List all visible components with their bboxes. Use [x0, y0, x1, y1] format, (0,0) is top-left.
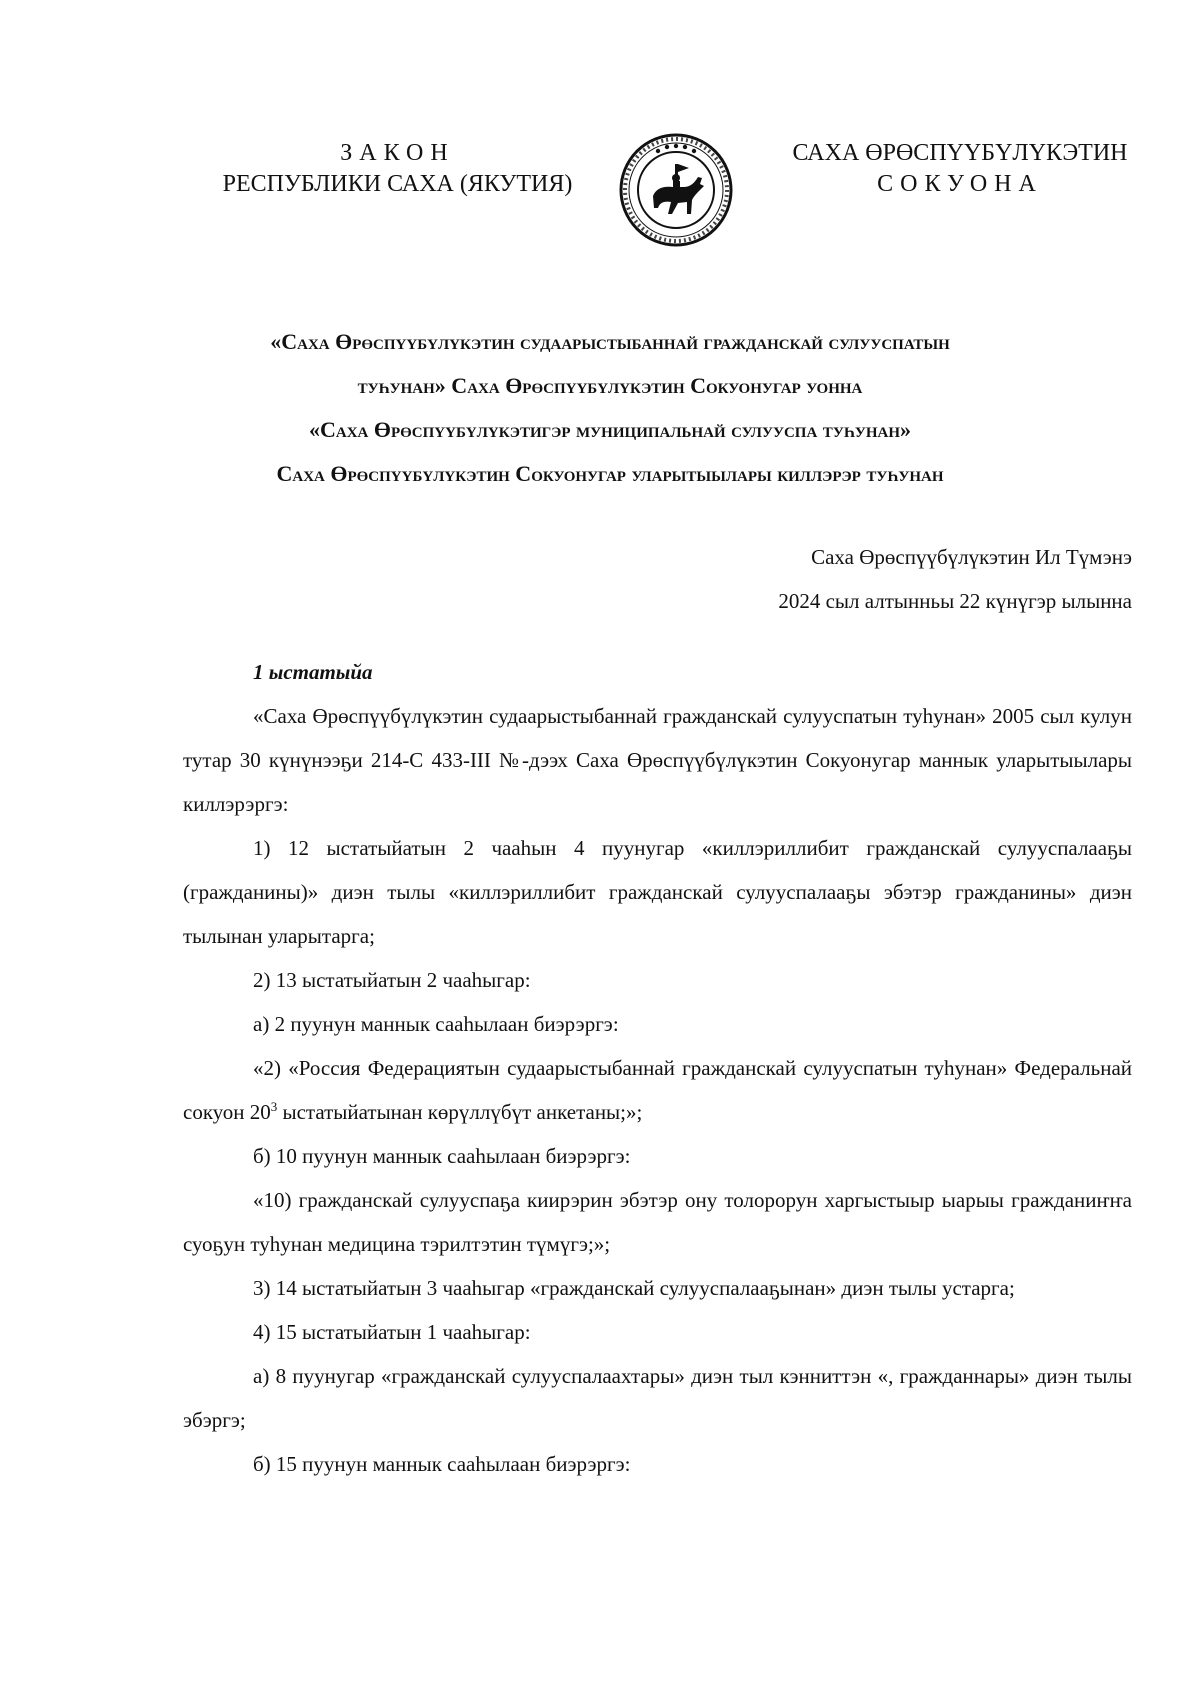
republic-name-sakha: САХА ӨРӨСПҮҮБҮЛҮКЭТИН	[792, 140, 1128, 166]
paragraph-text: ыстатыйатынан көрүллүбүт анкетаны;»;	[277, 1100, 643, 1124]
document-title	[150, 320, 1070, 496]
article-body	[183, 650, 1132, 1486]
header-left	[205, 138, 590, 200]
adopting-body: Саха Өрөспүүбүлүкэтин Ил Түмэнэ	[811, 545, 1132, 569]
paragraph: б) 10 пуунун маннык сааһылаан биэрэргэ:	[253, 1144, 631, 1168]
paragraph: 4) 15 ыстатыйатын 1 чааһыгар:	[253, 1320, 531, 1344]
adoption-date: 2024 сыл алтынньы 22 күнүгэр ылынна	[778, 589, 1132, 613]
yakutia-coat-of-arms-icon	[618, 132, 734, 248]
paragraph: 2) 13 ыстатыйатын 2 чааһыгар:	[253, 968, 531, 992]
law-label-sakha: СОКУОНА	[877, 171, 1043, 197]
paragraph	[183, 1046, 1132, 1134]
title-line: «Саха Өрөспүүбүлүкэтигэр муниципальнай сулууспа туһунан»	[308, 417, 912, 442]
paragraph: 1) 12 ыстатыйатын 2 чааһын 4 пуунугар «киллэриллибит гражданскай сулууспалааҕы (гражданины)» диэн тылы «киллэриллибит гражданскай сулууспалааҕы эбэтэр гражданины» диэн тылынан уларытарга;	[183, 836, 1132, 948]
paragraph: «Саха Өрөспүүбүлүкэтин судаарыстыбаннай гражданскай сулууспатын туһунан» 2005 сыл кулун тутар 30 күнүнээҕи 214-С 433-III №-дээх Саха Өрөспүүбүлүкэтин Сокуонугар маннык уларытыылары киллэрэргэ:	[183, 704, 1132, 816]
adoption-block	[600, 535, 1132, 623]
article-heading: 1 ыстатыйа	[253, 660, 373, 684]
law-label: ЗАКОН	[340, 140, 455, 166]
paragraph: б) 15 пуунун маннык сааһылаан биэрэргэ:	[253, 1452, 631, 1476]
republic-name-ru: РЕСПУБЛИКИ САХА (ЯКУТИЯ)	[222, 171, 573, 197]
paragraph-text: «2) «Россия Федерациятын судаарыстыбаннай гражданскай сулууспатын туһунан» Федеральнай сокуон 20	[183, 1056, 1132, 1124]
paragraph: «10) гражданскай сулууспаҕа киирэрин эбэтэр ону толорорун харгыстыыр ыарыы гражданиҥҥа суоҕун туһунан медицина тэрилтэтин түмүгэ;»;	[183, 1188, 1132, 1256]
title-line: «Саха Өрөспүүбүлүкэтин судаарыстыбаннай гражданскай сулууспатын	[270, 329, 950, 354]
paragraph: а) 2 пуунун маннык сааһылаан биэрэргэ:	[253, 1012, 619, 1036]
superscript: 3	[270, 1099, 278, 1114]
title-line: Саха Өрөспүүбүлүкэтин Сокуонугар уларытыылары киллэрэр туһунан	[276, 461, 944, 486]
paragraph: а) 8 пуунугар «гражданскай сулууспалаахтары» диэн тыл кэнниттэн «, гражданнары» диэн тылы эбэргэ;	[183, 1364, 1132, 1432]
paragraph: 3) 14 ыстатыйатын 3 чааһыгар «гражданскай сулууспалааҕынан» диэн тылы устарга;	[253, 1276, 1015, 1300]
title-line: туһунан» Саха Өрөспүүбүлүкэтин Сокуонугар уонна	[357, 373, 863, 398]
header-right	[780, 138, 1140, 200]
